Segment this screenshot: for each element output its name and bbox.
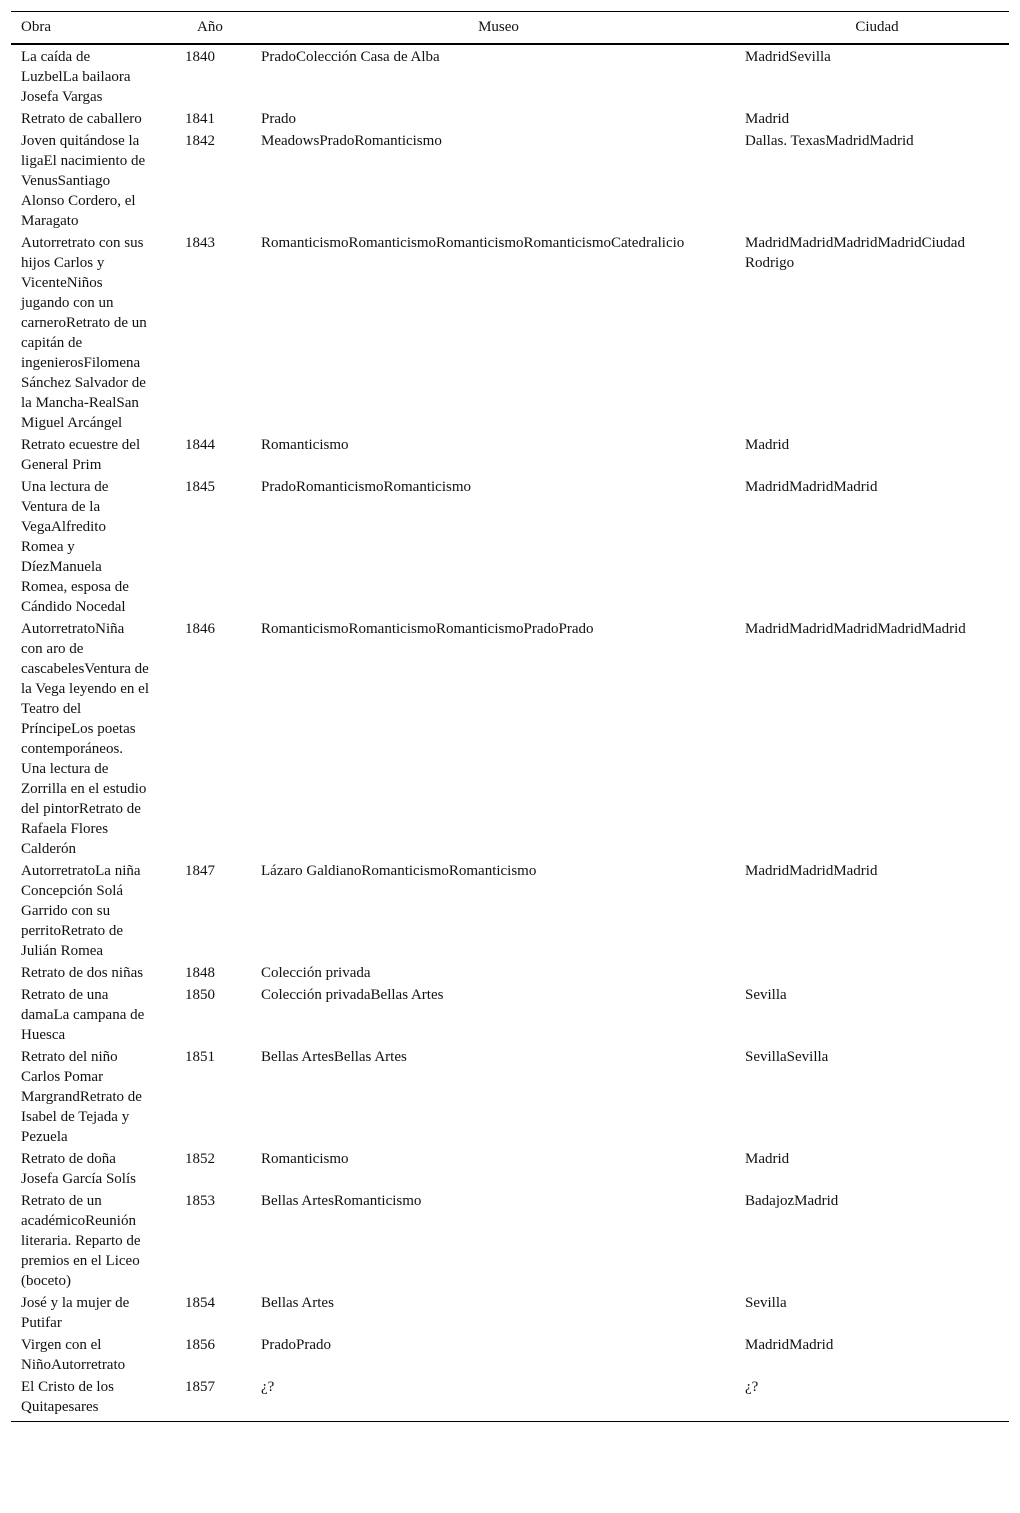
table-row <box>11 1147 1009 1189</box>
cell-obra: Virgen con el NiñoAutorretrato <box>21 1337 126 1373</box>
cell-ciudad: Dallas. TexasMadridMadrid <box>745 133 914 149</box>
cell-ciudad: MadridMadridMadrid <box>745 479 878 495</box>
header-row <box>11 12 1009 44</box>
cell-ciudad: Sevilla <box>745 987 787 1003</box>
column-header-anio: Año <box>155 12 261 44</box>
cell-ciudad: ¿? <box>745 1379 759 1395</box>
cell-obra: Retrato de dos niñas <box>21 965 144 981</box>
cell-museo: Bellas ArtesRomanticismo <box>261 1193 422 1209</box>
cell-obra: Una lectura de Ventura de la VegaAlfredito Romea y DíezManuela Romea, esposa de Cándido Nocedal <box>21 479 129 615</box>
cell-anio: 1850 <box>185 987 215 1003</box>
cell-anio: 1845 <box>185 479 215 495</box>
cell-ciudad: MadridMadrid <box>745 1337 834 1353</box>
works-table <box>11 12 1009 1421</box>
table-header <box>11 12 1009 44</box>
cell-ciudad: MadridMadridMadridMadridCiudad Rodrigo <box>745 235 965 271</box>
cell-anio: 1851 <box>185 1049 215 1065</box>
column-header-ciudad: Ciudad <box>745 12 1009 44</box>
cell-obra: El Cristo de los Quitapesares <box>21 1379 114 1415</box>
cell-anio: 1848 <box>185 965 215 981</box>
cell-museo: Colección privada <box>261 965 371 981</box>
cell-anio: 1843 <box>185 235 215 251</box>
cell-ciudad: SevillaSevilla <box>745 1049 829 1065</box>
cell-ciudad <box>745 961 1009 983</box>
cell-anio: 1854 <box>185 1295 215 1311</box>
works-table-container <box>11 11 1009 1422</box>
cell-obra: La caída de LuzbelLa bailaora Josefa Vargas <box>21 49 131 105</box>
cell-museo: MeadowsPradoRomanticismo <box>261 133 442 149</box>
cell-museo: RomanticismoRomanticismoRomanticismoRomanticismoCatedralicio <box>261 235 685 251</box>
table-row <box>11 617 1009 859</box>
cell-anio: 1841 <box>185 111 215 127</box>
cell-anio: 1846 <box>185 621 215 637</box>
table-row <box>11 107 1009 129</box>
cell-anio: 1840 <box>185 49 215 65</box>
cell-obra: Retrato del niño Carlos Pomar MargrandRetrato de Isabel de Tejada y Pezuela <box>21 1049 142 1145</box>
table-row <box>11 44 1009 107</box>
cell-ciudad: MadridMadridMadrid <box>745 863 878 879</box>
cell-museo: Romanticismo <box>261 437 349 453</box>
cell-ciudad: Madrid <box>745 111 790 127</box>
cell-ciudad: Sevilla <box>745 1295 787 1311</box>
cell-obra: AutorretratoLa niña Concepción Solá Garrido con su perritoRetrato de Julián Romea <box>21 863 141 959</box>
cell-anio: 1853 <box>185 1193 215 1209</box>
table-row <box>11 859 1009 961</box>
cell-obra: José y la mujer de Putifar <box>21 1295 130 1331</box>
column-header-museo: Museo <box>261 12 745 44</box>
cell-anio: 1852 <box>185 1151 215 1167</box>
cell-museo: Bellas Artes <box>261 1295 334 1311</box>
cell-ciudad: MadridSevilla <box>745 49 831 65</box>
cell-museo: PradoRomanticismoRomanticismo <box>261 479 471 495</box>
table-row <box>11 961 1009 983</box>
cell-ciudad: BadajozMadrid <box>745 1193 839 1209</box>
cell-ciudad: Madrid <box>745 1151 790 1167</box>
cell-museo: Bellas ArtesBellas Artes <box>261 1049 407 1065</box>
cell-anio: 1842 <box>185 133 215 149</box>
cell-anio: 1857 <box>185 1379 215 1395</box>
table-row <box>11 1189 1009 1291</box>
cell-obra: Retrato de una damaLa campana de Huesca <box>21 987 145 1043</box>
cell-museo: Prado <box>261 111 296 127</box>
table-body <box>11 44 1009 1421</box>
table-row <box>11 433 1009 475</box>
column-header-obra: Obra <box>11 12 155 44</box>
cell-museo: Lázaro GaldianoRomanticismoRomanticismo <box>261 863 537 879</box>
cell-obra: AutorretratoNiña con aro de cascabelesVentura de la Vega leyendo en el Teatro del PríncipeLos poetas contemporáneos. Una lectura de Zorrilla en el estudio del pintorRetrato de Rafaela Flores Calderón <box>21 621 150 857</box>
cell-obra: Autorretrato con sus hijos Carlos y VicenteNiños jugando con un carneroRetrato de un capitán de ingenierosFilomena Sánchez Salvador de la Mancha-RealSan Miguel Arcángel <box>21 235 147 431</box>
table-row <box>11 1333 1009 1375</box>
cell-obra: Retrato de doña Josefa García Solís <box>21 1151 136 1187</box>
cell-obra: Retrato de caballero <box>21 111 142 127</box>
cell-museo: RomanticismoRomanticismoRomanticismoPradoPrado <box>261 621 594 637</box>
cell-anio: 1844 <box>185 437 215 453</box>
table-row <box>11 1375 1009 1421</box>
cell-ciudad: Madrid <box>745 437 790 453</box>
cell-anio: 1856 <box>185 1337 215 1353</box>
cell-obra: Joven quitándose la ligaEl nacimiento de VenusSantiago Alonso Cordero, el Maragato <box>21 133 146 229</box>
cell-obra: Retrato de un académicoReunión literaria. Reparto de premios en el Liceo (boceto) <box>21 1193 141 1289</box>
cell-museo: ¿? <box>261 1379 275 1395</box>
table-row <box>11 231 1009 433</box>
cell-museo: PradoColección Casa de Alba <box>261 49 440 65</box>
table-row <box>11 129 1009 231</box>
cell-ciudad: MadridMadridMadridMadridMadrid <box>745 621 966 637</box>
table-row <box>11 983 1009 1045</box>
cell-museo: PradoPrado <box>261 1337 331 1353</box>
cell-museo: Romanticismo <box>261 1151 349 1167</box>
cell-obra: Retrato ecuestre del General Prim <box>21 437 141 473</box>
cell-museo: Colección privadaBellas Artes <box>261 987 444 1003</box>
table-row <box>11 1291 1009 1333</box>
table-row <box>11 475 1009 617</box>
cell-anio: 1847 <box>185 863 215 879</box>
table-row <box>11 1045 1009 1147</box>
